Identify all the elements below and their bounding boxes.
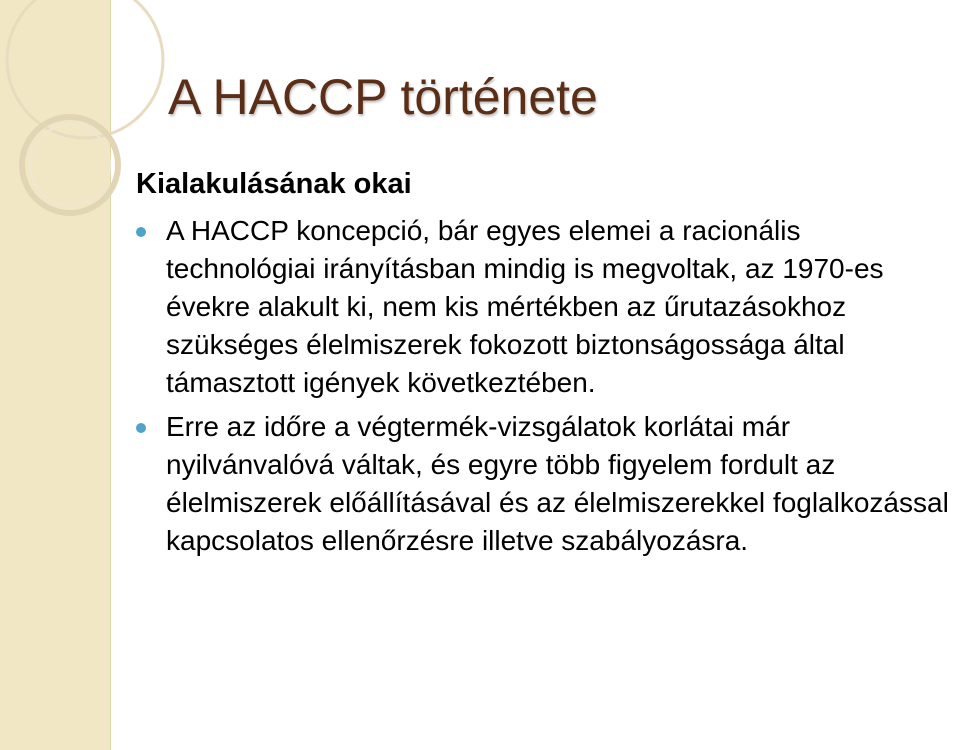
- bullet-dot-icon: [136, 227, 146, 237]
- bullet-dot-icon: [136, 423, 146, 433]
- list-item: [136, 212, 956, 402]
- bullet-text: A HACCP koncepció, bár egyes elemei a racionális technológiai irányításban mindig is megvoltak, az 1970-es évekre alakult ki, nem kis mértékben az űrutazásokhoz szükséges élelmiszerek fokozott biztonságossága által támasztott igények következtében.: [166, 215, 884, 398]
- bullet-list: [136, 212, 956, 566]
- bullet-text: Erre az időre a végtermék-vizsgálatok korlátai már nyilvánvalóvá váltak, és egyre több figyelem fordult az élelmiszerek előállításával és az élelmiszerekkel foglalkozással kapcsolatos ellenőrzésre illetve szabályozásra.: [166, 411, 949, 556]
- list-item: [136, 408, 956, 560]
- slide-title: A HACCP története: [168, 69, 598, 125]
- slide-subtitle: Kialakulásának okai: [136, 168, 412, 200]
